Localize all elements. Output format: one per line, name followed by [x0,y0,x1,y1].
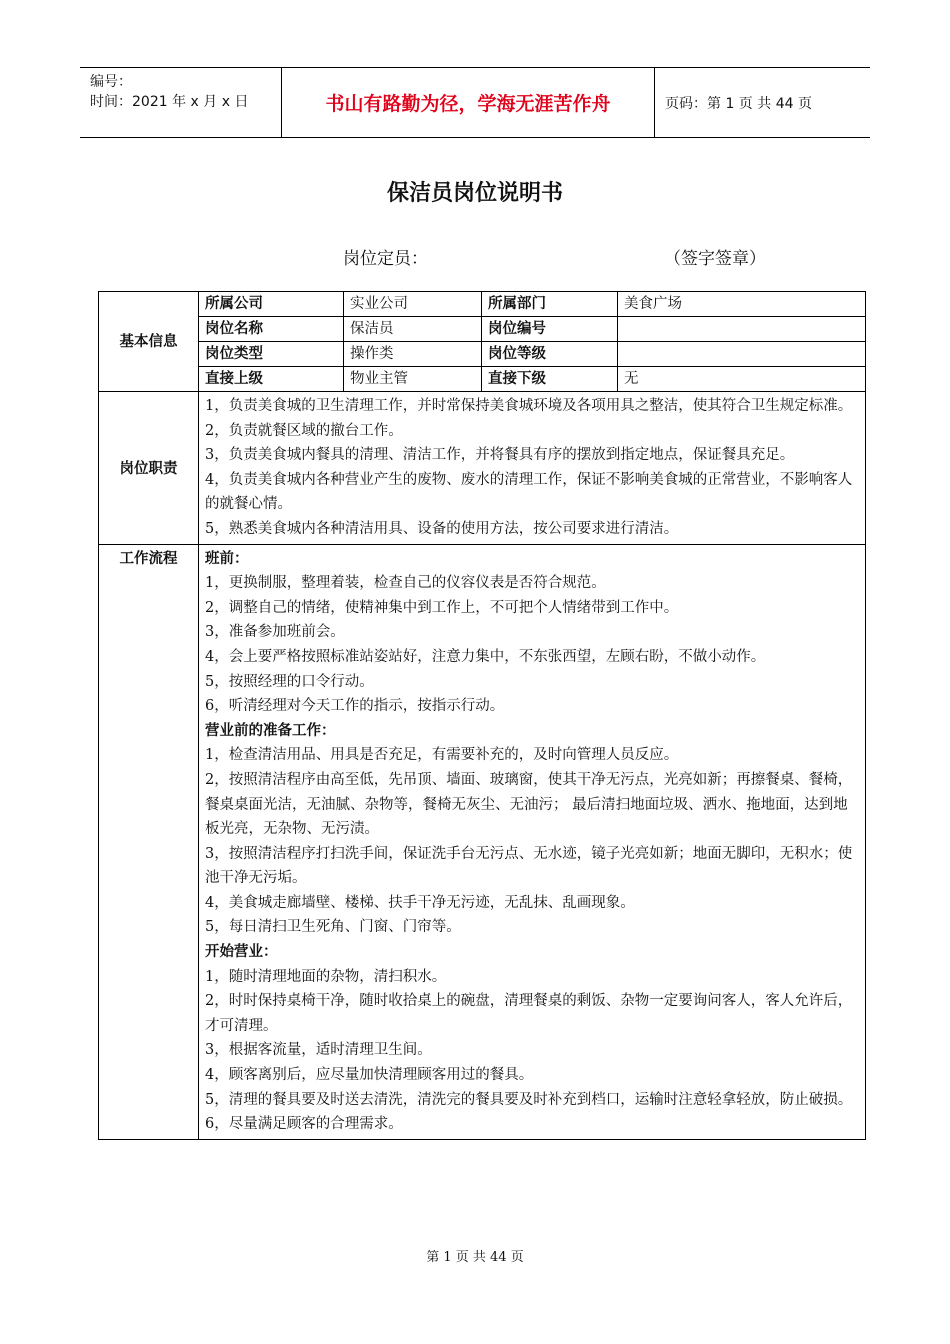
basic-info-row [99,342,866,367]
duty-item: 4，负责美食城内各种营业产生的废物、废水的清理工作，保证不影响美食城的正常营业，不影响客人的就餐心情。 [205,471,853,513]
field-label: 岗位名称 [199,317,344,342]
basic-info-row [99,292,866,317]
duty-item: 5，熟悉美食城内各种清洁用具、设备的使用方法，按公司要求进行清洁。 [205,520,679,537]
workflow-item: 2，时时保持桌椅干净，随时收拾桌上的碗盘，清理餐桌的剩饭、杂物一定要询问客人，客人允许后，才可清理。 [205,993,853,1034]
workflow-item: 1，更换制服，整理着装，检查自己的仪容仪表是否符合规范。 [205,575,606,592]
header-meta [80,68,282,137]
workflow-item: 5，按照经理的口令行动。 [205,673,374,690]
basic-info-section [99,292,866,392]
duties-content [199,392,866,545]
basic-info-row [99,317,866,342]
workflow-item: 1，检查清洁用品、用具是否充足，有需要补充的，及时向管理人员反应。 [205,747,679,764]
field-value [618,317,866,342]
position-description-table [98,291,866,1140]
workflow-item: 4，美食城走廊墙壁、楼梯、扶手干净无污迹，无乱抹、乱画现象。 [205,894,635,911]
duty-item: 1，负责美食城的卫生清理工作，并时常保持美食城环境及各项用具之整洁，使其符合卫生规定标准。 [205,398,853,414]
document-title: 保洁员岗位说明书 [386,181,563,206]
duties-section [99,392,866,545]
workflow-group-heading: 营业前的准备工作： [205,722,336,739]
page-footer: 第 1 页 共 44 页 [426,1250,524,1265]
workflow-group-heading: 班前： [205,550,249,567]
field-value: 无 [618,367,866,392]
field-label: 直接上级 [199,367,344,392]
workflow-item: 4，顾客离别后，应尽量加快清理顾客用过的餐具。 [205,1067,534,1084]
workflow-group-heading: 开始营业： [205,944,278,961]
signature-label: （签字签章） [664,249,766,269]
workflow-item: 4，会上要严格按照标准站姿站好，注意力集中，不东张西望，左顾右盼，不做小动作。 [205,648,766,665]
workflow-item: 2，按照清洁程序由高至低，先吊顶、墙面、玻璃窗，使其干净无污点，光亮如新；再擦餐桌、餐椅，餐桌桌面光洁，无油腻、杂物等，餐椅无灰尘、无油污； 最后清扫地面垃圾、洒水、拖地面，达到地板光亮，无杂物、无污渍。 [205,771,853,838]
workflow-content [199,544,866,1139]
workflow-item: 1，随时清理地面的杂物，清扫积水。 [205,968,447,985]
field-label: 岗位等级 [482,342,618,367]
field-value [618,342,866,367]
field-value: 操作类 [344,342,482,367]
page-header [80,67,870,138]
workflow-section [99,544,866,1139]
field-label: 所属公司 [199,292,344,317]
workflow-item: 6，尽量满足顾客的合理需求。 [205,1116,403,1133]
header-motto: 书山有路勤为径，学海无涯苦作舟 [282,68,655,137]
workflow-item: 6，听清经理对今天工作的指示，按指示行动。 [205,698,505,715]
document-time-label: 时间：2021 年 x 月 x 日 [90,94,249,110]
document-number-label: 编号： [90,74,132,90]
field-label: 所属部门 [482,292,618,317]
basic-info-row [99,367,866,392]
field-value: 实业公司 [344,292,482,317]
field-label: 岗位类型 [199,342,344,367]
field-label: 岗位编号 [482,317,618,342]
workflow-item: 5，清理的餐具要及时送去清洗，清洗完的餐具要及时补充到档口，运输时注意轻拿轻放，防止破损。 [205,1091,853,1108]
basic-info-label: 基本信息 [99,292,199,392]
workflow-item: 2，调整自己的情绪，使精神集中到工作上，不可把个人情绪带到工作中。 [205,599,679,616]
duty-item: 3，负责美食城内餐具的清理、清洁工作，并将餐具有序的摆放到指定地点，保证餐具充足。 [205,447,795,464]
field-value: 物业主管 [344,367,482,392]
field-value: 美食广场 [618,292,866,317]
workflow-item: 3，根据客流量，适时清理卫生间。 [205,1042,432,1059]
field-label: 直接下级 [482,367,618,392]
workflow-item: 5，每日清扫卫生死角、门窗、门帘等。 [205,919,461,936]
workflow-label: 工作流程 [99,544,199,1139]
workflow-item: 3，准备参加班前会。 [205,624,345,641]
field-value: 保洁员 [344,317,482,342]
duty-item: 2，负责就餐区域的撤台工作。 [205,422,403,439]
position-quota-label: 岗位定员： [343,249,428,269]
header-page-info: 页码：第 1 页 共 44 页 [665,95,812,112]
duties-label: 岗位职责 [99,392,199,545]
workflow-item: 3，按照清洁程序打扫洗手间，保证洗手台无污点、无水迹，镜子光亮如新；地面无脚印，无积水；使池干净无污垢。 [205,845,853,887]
